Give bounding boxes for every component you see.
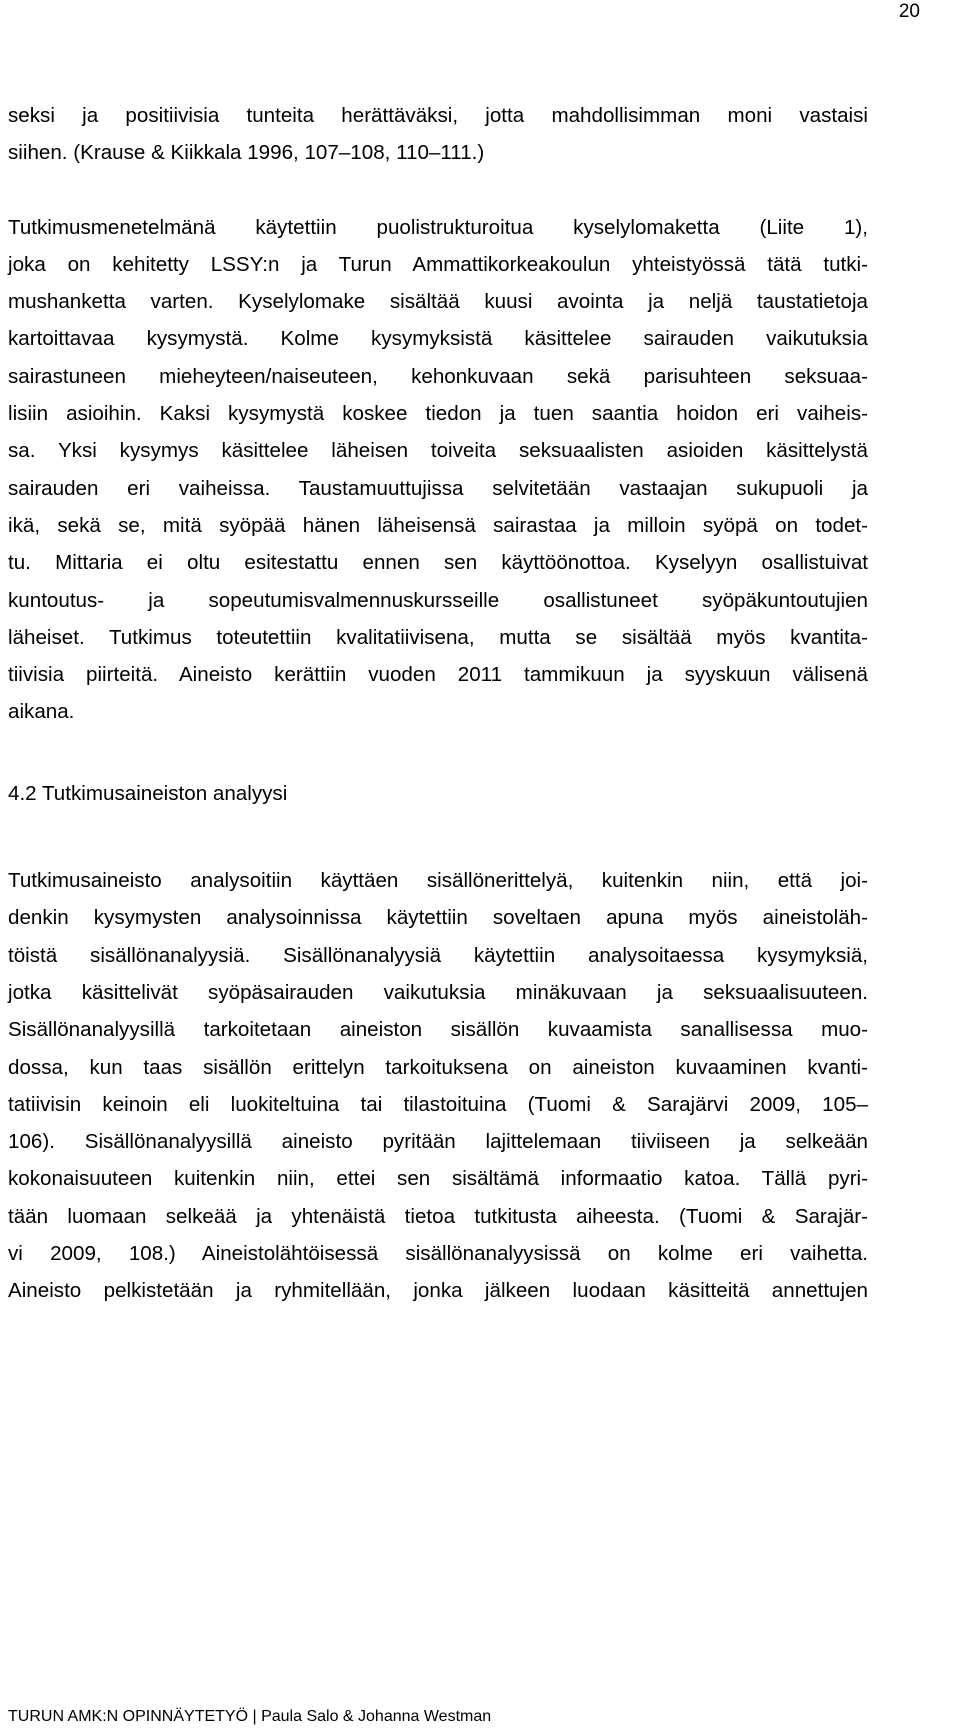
text-line: kuntoutus- ja sopeutumisvalmennuskursseille osallistuneet syöpäkuntoutujien (8, 588, 868, 612)
text-line: tään luomaan selkeää ja yhtenäistä tietoa tutkitusta aiheesta. (Tuomi & Sarajär- (8, 1204, 868, 1228)
text-line: sa. Yksi kysymys käsittelee läheisen toiveita seksuaalisten asioiden käsittelystä (8, 439, 868, 463)
paragraph-analysis (8, 862, 868, 1310)
text-line: ikä, sekä se, mitä syöpää hänen läheisensä sairastaa ja milloin syöpä on todet- (8, 513, 868, 537)
text-line: tatiivisin keinoin eli luokiteltuina tai tilastoituina (Tuomi & Sarajärvi 2009, 105– (8, 1092, 868, 1116)
text-line: 106). Sisällönanalyysillä aineisto pyritään lajittelemaan tiiviiseen ja selkeään (8, 1130, 868, 1154)
text-line: tu. Mittaria ei oltu esitestattu ennen sen käyttöönottoa. Kyselyyn osallistuivat (8, 551, 868, 575)
text-line: sairastuneen mieheyteen/naiseuteen, kehonkuvaan sekä parisuhteen seksuaa- (8, 364, 868, 388)
text-line: siihen. (Krause & Kiikkala 1996, 107–108, 110–111.) (8, 141, 485, 165)
text-line: dossa, kun taas sisällön erittelyn tarkoituksena on aineiston kuvaaminen kvanti- (8, 1055, 868, 1079)
text-line: Tutkimusaineisto analysoitiin käyttäen sisällönerittelyä, kuitenkin niin, että joi- (8, 869, 868, 893)
paragraph-intro (8, 97, 868, 172)
text-line: denkin kysymysten analysoinnissa käytettiin soveltaen apuna myös aineistoläh- (8, 906, 868, 930)
paragraph-method (8, 209, 868, 731)
text-line: läheiset. Tutkimus toteutettiin kvalitatiivisena, mutta se sisältää myös kvantita- (8, 625, 868, 649)
text-line: vi 2009, 108.) Aineistolähtöisessä sisällönanalyysissä on kolme eri vaihetta. (8, 1242, 868, 1266)
text-line: seksi ja positiivisia tunteita herättäväksi, jotta mahdollisimman moni vastaisi (8, 104, 868, 127)
document-body (8, 97, 868, 1310)
text-line: Aineisto pelkistetään ja ryhmitellään, jonka jälkeen luodaan käsitteitä annettujen (8, 1279, 868, 1303)
text-line: kokonaisuuteen kuitenkin niin, ettei sen sisältämä informaatio katoa. Tällä pyri- (8, 1167, 868, 1191)
text-line: jotka käsittelivät syöpäsairauden vaikutuksia minäkuvaan ja seksuaalisuuteen. (8, 980, 868, 1004)
text-line: tiivisia piirteitä. Aineisto kerättiin vuoden 2011 tammikuun ja syyskuun välisenä (8, 663, 868, 687)
text-line: kartoittavaa kysymystä. Kolme kysymyksistä käsittelee sairauden vaikutuksia (8, 327, 868, 351)
page-footer: TURUN AMK:N OPINNÄYTETYÖ | Paula Salo & Johanna Westman (8, 1708, 492, 1725)
text-line: töistä sisällönanalyysiä. Sisällönanalyysiä käytettiin analysoitaessa kysymyksiä, (8, 943, 868, 967)
text-line: lisiin asioihin. Kaksi kysymystä koskee tiedon ja tuen saantia hoidon eri vaiheis- (8, 402, 868, 426)
text-line: mushanketta varten. Kyselylomake sisältää kuusi avointa ja neljä taustatietoja (8, 290, 868, 314)
section-heading: 4.2 Tutkimusaineiston analyysi (8, 781, 288, 805)
text-line: aikana. (8, 700, 75, 724)
text-line: joka on kehitetty LSSY:n ja Turun Ammattikorkeakoulun yhteistyössä tätä tutki- (8, 252, 868, 276)
text-line: sairauden eri vaiheissa. Taustamuuttujissa selvitetään vastaajan sukupuoli ja (8, 476, 868, 500)
text-line: Tutkimusmenetelmänä käytettiin puolistrukturoitua kyselylomaketta (Liite 1), (8, 215, 868, 239)
text-line: Sisällönanalyysillä tarkoitetaan aineiston sisällön kuvaamista sanallisessa muo- (8, 1018, 868, 1042)
page-number: 20 (898, 1, 920, 22)
